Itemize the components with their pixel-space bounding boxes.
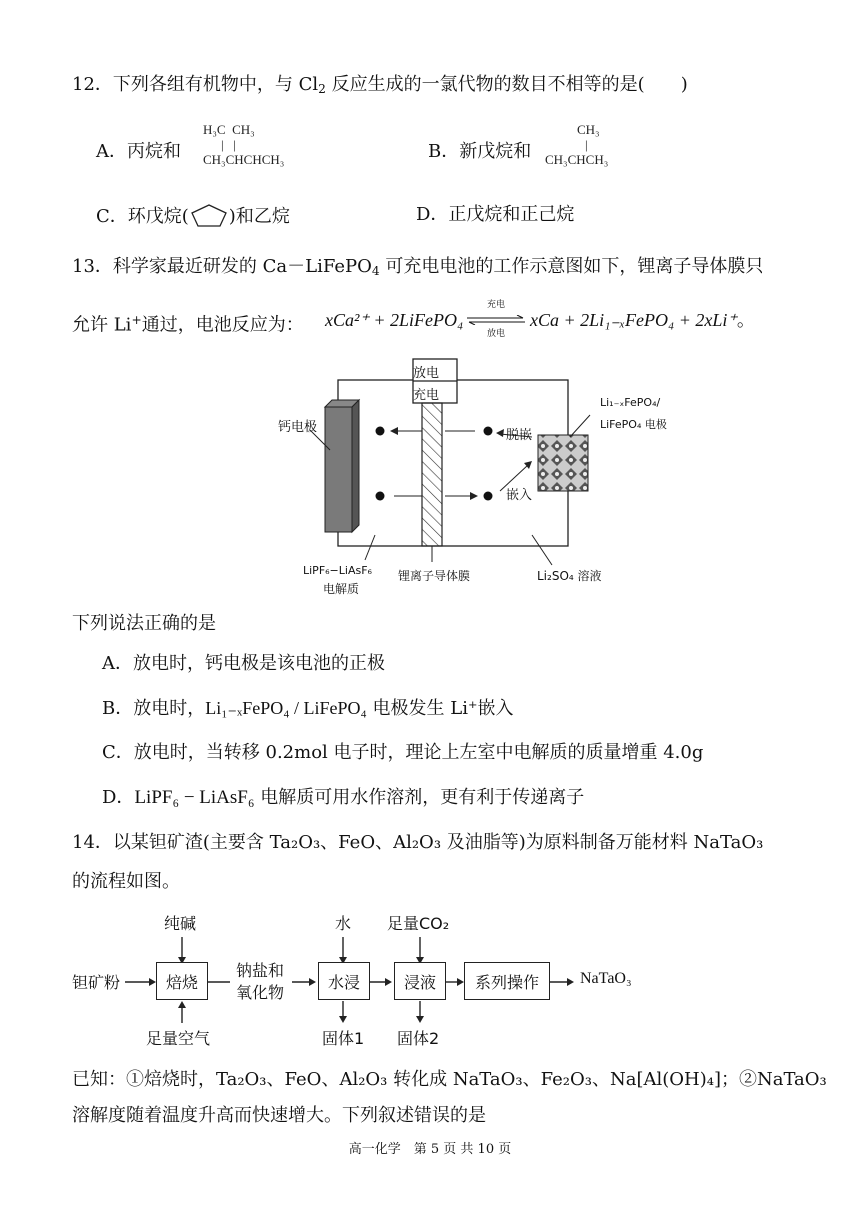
calcium-electrode-label: 钙电极	[278, 420, 318, 435]
q13-prompt: 下列说法正确的是	[72, 613, 216, 634]
tantalum-ore-label: 钽矿粉	[72, 973, 121, 992]
q13-option-c: C．放电时，当转移 0.2mol 电子时，理论上左室中电解质的质量增重 4.0g	[102, 742, 704, 763]
q14-known-line1: 已知：①焙烧时，Ta₂O₃、FeO、Al₂O₃ 转化成 NaTaO₃、Fe₂O₃、Na[Al(OH)₄]；②NaTaO₃	[72, 1069, 827, 1090]
intercalation-label: 嵌入	[506, 488, 533, 503]
q13-stem-line1: 13．科学家最近研发的 Ca－LiFePO$_4$ 可充电电池的工作示意图如下，锂离子导体膜只	[72, 256, 764, 279]
roasting-box: 焙烧	[156, 962, 208, 1000]
sodium-salt-label-1: 钠盐和	[236, 961, 285, 980]
reversible-arrow-icon	[465, 315, 527, 325]
charge-label: 充电	[413, 388, 440, 403]
q13-eq-arrow: 充电 放电	[465, 300, 527, 339]
q12-option-b: B．新戊烷和	[428, 141, 532, 162]
page-footer: 高一化学 第 5 页 共 10 页	[348, 1142, 512, 1157]
solution-label: Li₂SO₄ 溶液	[537, 569, 602, 583]
discharge-label: 放电	[413, 366, 440, 381]
lifepo4-electrode-label-1: Li₁₋ₓFePO₄/	[600, 396, 661, 409]
q13-option-b: B．放电时，Li₁₋ₓFePO₄ / LiFePO₄ 电极发生 Li⁺嵌入	[102, 698, 514, 719]
cyclopentane-icon	[189, 203, 229, 227]
q13-option-a: A．放电时，钙电极是该电池的正极	[102, 653, 385, 674]
q12-a-structure: H₃C CH₃ | | CH₃CHCHCH₃	[203, 122, 285, 167]
membrane-label: 锂离子导体膜	[398, 569, 471, 583]
co2-label: 足量CO₂	[387, 914, 450, 933]
water-label: 水	[335, 914, 352, 933]
solid2-label: 固体2	[397, 1029, 440, 1048]
leachate-box: 浸液	[394, 962, 446, 1000]
excess-air-label: 足量空气	[146, 1029, 211, 1048]
solid1-label: 固体1	[322, 1029, 365, 1048]
lifepo4-electrode-label-2: LiFePO₄ 电极	[600, 418, 667, 431]
q12-option-a: A．丙烷和	[96, 141, 181, 162]
series-operation-box: 系列操作	[464, 962, 550, 1000]
electrolyte-label-2: 电解质	[323, 582, 360, 596]
product-label: NaTaO₃	[580, 970, 632, 987]
q12-option-d: D．正戊烷和正己烷	[416, 204, 575, 225]
electrolyte-label-1: LiPF₆−LiAsF₆	[303, 564, 372, 577]
q14-known-line2: 溶解度随着温度升高而快速增大。下列叙述错误的是	[72, 1105, 486, 1126]
sodium-salt-label-2: 氧化物	[236, 983, 285, 1002]
q12-option-c: C．环戊烷( )和乙烷	[96, 203, 290, 229]
water-leaching-box: 水浸	[318, 962, 370, 1000]
q13-option-d: D．LiPF₆ − LiAsF₆ 电解质可用水作溶剂，更有利于传递离子	[102, 787, 585, 808]
q13-stem-line2: 允许 Li+通过，电池反应为：	[72, 313, 304, 336]
q14-stem-line2: 的流程如图。	[72, 871, 180, 892]
deintercalation-label: 脱嵌	[506, 428, 533, 443]
soda-ash-label: 纯碱	[164, 914, 197, 933]
q13-eq-right: xCa + 2Li₁₋ₓFePO₄ + 2xLi⁺。	[530, 310, 755, 330]
q13-eq-left: xCa²⁺ + 2LiFePO₄	[325, 310, 464, 330]
q12-b-structure: CH₃ | CH₃CHCH₃	[545, 122, 609, 167]
q14-stem-line1: 14．以某钽矿渣(主要含 Ta₂O₃、FeO、Al₂O₃ 及油脂等)为原料制备万能材料 NaTaO₃	[72, 832, 764, 853]
q12-stem: 12．下列各组有机物中，与 $Cl_2$ 反应生成的一氯代物的数目不相等的是( )	[72, 74, 688, 97]
